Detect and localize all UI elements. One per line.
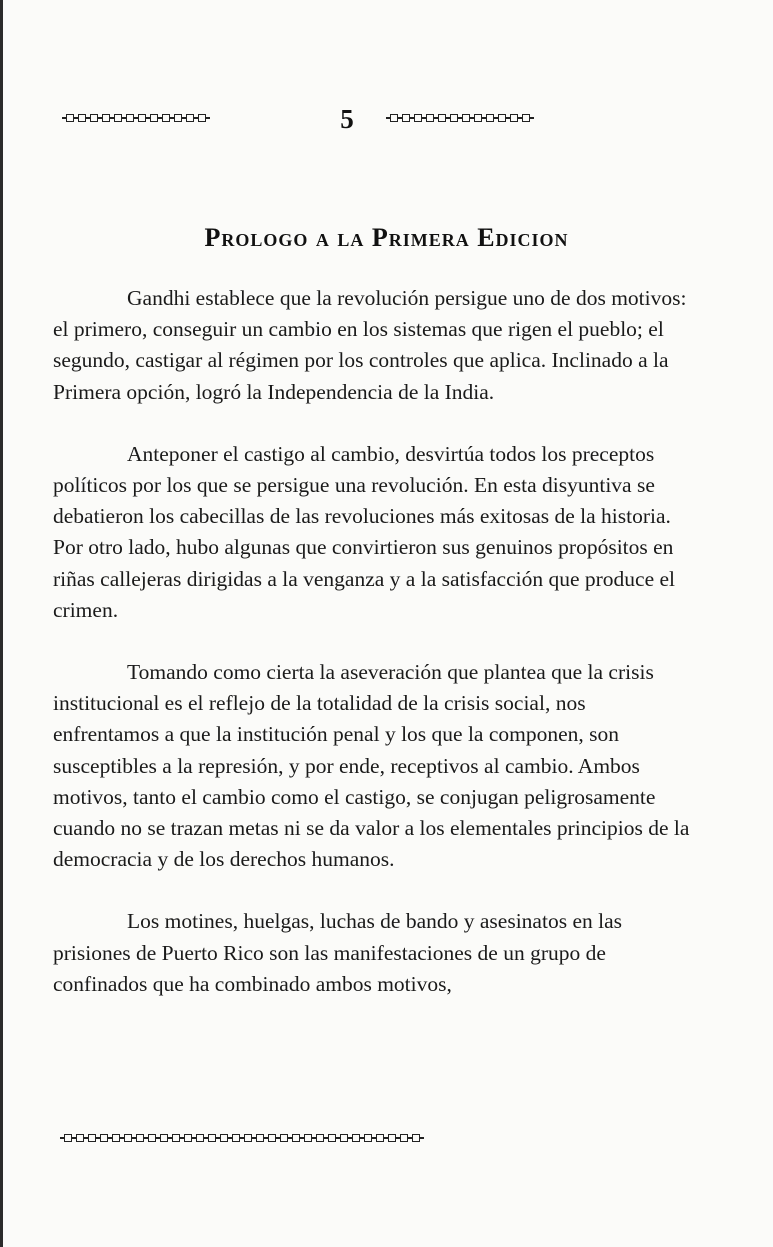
chain-link (474, 114, 482, 122)
chain-link (244, 1134, 252, 1142)
paragraph: Anteponer el castigo al cambio, desvirtúa todos los preceptos políticos por los que se persigue una revolución. En esta disyuntiva se debatieron los cabecillas de las revoluciones más exitosas de la historia. Por otro lado, hubo algunas que convirtieron sus genuinos propósitos en riñas callejeras dirigidas a la venganza y a la satisfacción que produce el crimen. (53, 441, 676, 622)
chain-link (76, 1134, 84, 1142)
chain-link (376, 1134, 384, 1142)
paragraph: Tomando como cierta la aseveración que plantea que la crisis institucional es el reflejo de la totalidad de la crisis social, nos enfrentamos a que la institución penal y los que la componen, son susceptibles a la represión, y por ende, receptivos al cambio. Ambos motivos, tanto el cambio como el castigo, se conjugan peligrosamente cuando no se trazan metas ni se da valor a los elementales principios de la democracia y de los derechos humanos. (53, 660, 690, 872)
chain-link (88, 1134, 96, 1142)
chain-link (112, 1134, 120, 1142)
chain-link (390, 114, 398, 122)
chain-link (498, 114, 506, 122)
chain-link (304, 1134, 312, 1142)
chain-link (64, 1134, 72, 1142)
chain-link (208, 1134, 216, 1142)
paragraph: Gandhi establece que la revolución persigue uno de dos motivos: el primero, conseguir un cambio en los sistemas que rigen el pueblo; el segundo, castigar al régimen por los controles que aplica. Inclinado a la Primera opción, logró la Independencia de la India. (53, 286, 687, 404)
body-text (53, 283, 693, 1031)
chain-border-icon (62, 114, 210, 122)
chain-link (522, 114, 530, 122)
chain-link (232, 1134, 240, 1142)
chain-link (450, 114, 458, 122)
chain-link (510, 114, 518, 122)
chain-link (220, 1134, 228, 1142)
chain-link (66, 114, 74, 122)
chain-link (256, 1134, 264, 1142)
chain-link (486, 114, 494, 122)
chain-link (412, 1134, 420, 1142)
chain-link (426, 114, 434, 122)
chain-link (126, 114, 134, 122)
chain-link (292, 1134, 300, 1142)
chain-link (114, 114, 122, 122)
chain-link (340, 1134, 348, 1142)
page-left-edge (0, 0, 3, 1247)
page-footer (60, 1130, 424, 1146)
chain-link (462, 114, 470, 122)
chain-link (172, 1134, 180, 1142)
chain-link (162, 114, 170, 122)
chain-link (138, 114, 146, 122)
chain-link (198, 114, 206, 122)
page-title: Prologo a la Primera Edicion (204, 223, 569, 252)
chain-link (160, 1134, 168, 1142)
chain-dash (420, 1137, 424, 1139)
chain-link (402, 114, 410, 122)
chain-link (186, 114, 194, 122)
chain-link (78, 114, 86, 122)
chain-link (174, 114, 182, 122)
chain-link (196, 1134, 204, 1142)
chain-link (102, 114, 110, 122)
chain-link (414, 114, 422, 122)
chain-link (136, 1134, 144, 1142)
chain-link (364, 1134, 372, 1142)
chain-link (90, 114, 98, 122)
chain-link (280, 1134, 288, 1142)
chain-link (184, 1134, 192, 1142)
chain-link (316, 1134, 324, 1142)
paragraph: Los motines, huelgas, luchas de bando y asesinatos en las prisiones de Puerto Rico son las manifestaciones de un grupo de confinados que ha combinado ambos motivos, (53, 909, 622, 996)
chain-link (328, 1134, 336, 1142)
chain-link (388, 1134, 396, 1142)
chain-link (148, 1134, 156, 1142)
chain-dash (530, 117, 534, 119)
chain-link (124, 1134, 132, 1142)
chain-link (438, 114, 446, 122)
chain-dash (206, 117, 210, 119)
chain-border-icon (60, 1134, 424, 1142)
chain-link (352, 1134, 360, 1142)
page-header (0, 104, 773, 134)
page-number: 5 (340, 104, 354, 134)
chain-link (400, 1134, 408, 1142)
chain-link (268, 1134, 276, 1142)
chain-link (100, 1134, 108, 1142)
chain-link (150, 114, 158, 122)
chain-border-icon (386, 114, 534, 122)
